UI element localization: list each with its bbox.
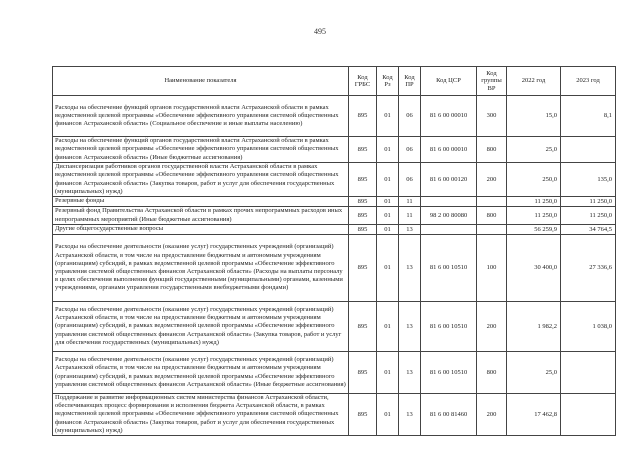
table-row [53,207,616,225]
header-grbs: Код ГРБС [349,67,377,96]
row-vr: 800 [477,137,507,163]
row-2023: 27 336,6 [561,235,616,302]
row-grbs: 895 [349,394,377,436]
row-rz: 01 [377,207,399,225]
table-row [53,352,616,394]
row-2022: 25,0 [507,352,561,394]
row-2022: 30 400,0 [507,235,561,302]
row-pr: 13 [399,225,421,235]
row-pr: 13 [399,235,421,302]
table-row [53,235,616,302]
row-pr: 06 [399,163,421,197]
header-vr: Код группы ВР [477,67,507,96]
table-row [53,394,616,436]
row-pr: 13 [399,352,421,394]
row-name: Расходы на обеспечение функций органов государственной власти Астраханской области в рамках ведомственной целевой программы «Обеспечение эффективного управления системой общественных финансов Астраханской области» (Социальное обеспечение и иные выплаты населению) [53,96,349,137]
row-rz: 01 [377,352,399,394]
row-name: Расходы на обеспечение деятельности (оказание услуг) государственных учреждений (организаций) Астраханской области, в том числе на предоставление бюджетным и автономным учреждениям (организациям) субсидий, в рамках ведомственной целевой программы «Обеспечение эффективного управления системой общественных финансов Астраханской области» (Иные бюджетные ассигнования) [53,352,349,394]
row-vr: 100 [477,235,507,302]
table-row [53,137,616,163]
row-2023 [561,394,616,436]
row-2022: 1 982,2 [507,302,561,352]
row-csr: 81 6 00 10510 [421,352,477,394]
row-vr: 200 [477,163,507,197]
row-rz: 01 [377,137,399,163]
row-name: Поддержание и развитие информационных систем министерства финансов Астраханской области, обеспечивающих процесс формирования и исполнения бюджета Астраханской области, в рамках ведомственной целевой программы «Обеспечение эффективного управления системой общественных финансов Астраханской области» (Закупка товаров, работ и услуг для обеспечения государственных (муниципальных) нужд) [53,394,349,436]
row-vr: 200 [477,302,507,352]
row-grbs: 895 [349,302,377,352]
row-grbs: 895 [349,163,377,197]
row-2023: 11 250,0 [561,207,616,225]
row-rz: 01 [377,302,399,352]
row-2023: 1 038,0 [561,302,616,352]
row-2023: 8,1 [561,96,616,137]
row-2023 [561,137,616,163]
row-csr: 98 2 00 80080 [421,207,477,225]
row-name: Расходы на обеспечение деятельности (оказание услуг) государственных учреждений (организаций) Астраханской области, в том числе на предоставление бюджетным и автономным учреждениям (организациям) субсидий, в рамках ведомственной целевой программы «Обеспечение эффективного управления системой общественных финансов Астраханской области» (Закупка товаров, работ и услуг для обеспечения государственных (муниципальных) нужд) [53,302,349,352]
row-rz: 01 [377,163,399,197]
row-2022: 56 259,9 [507,225,561,235]
row-pr: 13 [399,394,421,436]
row-csr [421,197,477,207]
row-pr: 06 [399,137,421,163]
table-row [53,163,616,197]
header-rz: Код Рз [377,67,399,96]
row-pr: 11 [399,197,421,207]
row-vr: 800 [477,207,507,225]
row-rz: 01 [377,394,399,436]
table-row [53,96,616,137]
row-csr: 81 6 00 00010 [421,96,477,137]
table-row [53,225,616,235]
header-name: Наименование показателя [53,67,349,96]
header-pr: Код ПР [399,67,421,96]
row-2023 [561,352,616,394]
row-rz: 01 [377,235,399,302]
row-2022: 250,0 [507,163,561,197]
row-vr: 800 [477,352,507,394]
row-rz: 01 [377,225,399,235]
row-name: Диспансеризация работников органов государственной власти Астраханской области в рамках ведомственной целевой программы «Обеспечение эффективного управления системой общественных финансов Астраханской области» (Закупка товаров, работ и услуг для обеспечения государственных (муниципальных) нужд) [53,163,349,197]
page-number: 495 [314,27,326,36]
budget-table [52,66,616,436]
row-rz: 01 [377,96,399,137]
row-pr: 06 [399,96,421,137]
header-row [53,67,616,96]
row-grbs: 895 [349,235,377,302]
row-name: Резервные фонды [53,197,349,207]
row-csr: 81 6 00 10510 [421,235,477,302]
row-rz: 01 [377,197,399,207]
row-grbs: 895 [349,225,377,235]
row-2022: 11 250,0 [507,207,561,225]
row-pr: 13 [399,302,421,352]
row-pr: 11 [399,207,421,225]
row-2023: 135,0 [561,163,616,197]
table-row [53,197,616,207]
row-2023: 11 250,0 [561,197,616,207]
row-grbs: 895 [349,197,377,207]
row-vr: 300 [477,96,507,137]
row-name: Расходы на обеспечение деятельности (оказание услуг) государственных учреждений (организаций) Астраханской области, в том числе на предоставление бюджетным и автономным учреждениям (организациям) субсидий, в рамках ведомственной целевой программы «Обеспечение эффективного управления системой общественных финансов Астраханской области» (Расходы на выплаты персоналу в целях обеспечения выполнения функций государственными (муниципальными) органами, казенными учреждениями, органами управления государственными внебюджетными фондами) [53,235,349,302]
row-2022: 11 250,0 [507,197,561,207]
row-grbs: 895 [349,96,377,137]
row-2022: 15,0 [507,96,561,137]
header-2023: 2023 год [561,67,616,96]
row-csr: 81 6 00 00120 [421,163,477,197]
row-name: Резервный фонд Правительства Астраханской области в рамках прочих непрограммных расходов иных непрограммных мероприятий (Иные бюджетные ассигнования) [53,207,349,225]
row-2022: 17 462,8 [507,394,561,436]
row-vr [477,197,507,207]
row-grbs: 895 [349,137,377,163]
row-grbs: 895 [349,352,377,394]
row-csr [421,225,477,235]
row-2023: 34 764,5 [561,225,616,235]
row-csr: 81 6 00 81460 [421,394,477,436]
header-csr: Код ЦСР [421,67,477,96]
table-row [53,302,616,352]
row-csr: 81 6 00 00010 [421,137,477,163]
row-2022: 25,0 [507,137,561,163]
row-name: Другие общегосударственные вопросы [53,225,349,235]
row-grbs: 895 [349,207,377,225]
row-csr: 81 6 00 10510 [421,302,477,352]
row-vr [477,225,507,235]
row-name: Расходы на обеспечение функций органов государственной власти Астраханской области в рамках ведомственной целевой программы «Обеспечение эффективного управления системой общественных финансов Астраханской области» (Иные бюджетные ассигнования) [53,137,349,163]
row-vr: 200 [477,394,507,436]
header-2022: 2022 год [507,67,561,96]
